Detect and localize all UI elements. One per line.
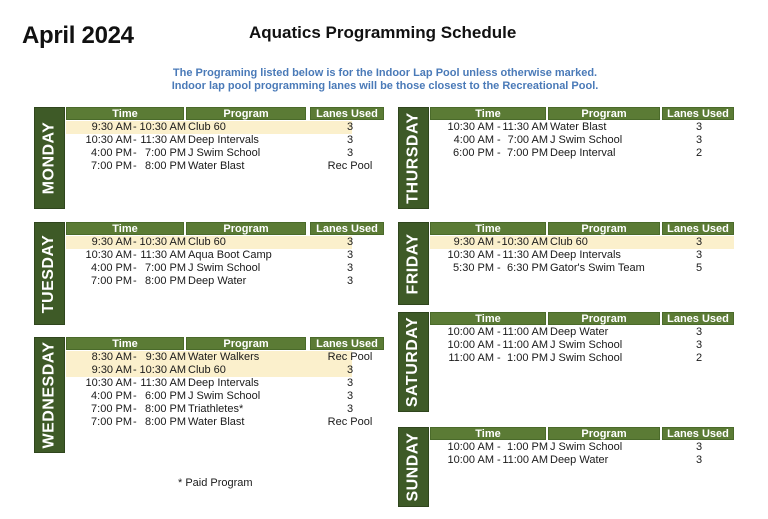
start-time: 8:30 AM <box>91 351 132 363</box>
end-time: 7:00 PM <box>507 147 548 159</box>
end-time: 9:30 AM <box>145 351 186 363</box>
schedule-row <box>66 134 352 147</box>
day-block-sunday <box>398 427 734 507</box>
program-name: J Swim School <box>188 390 261 402</box>
start-time: 10:00 AM <box>447 441 494 453</box>
program-name: J Swim School <box>188 147 261 159</box>
schedule-row <box>66 236 352 249</box>
lanes-used: 3 <box>695 121 703 133</box>
end-time: 8:00 PM <box>145 416 186 428</box>
time-separator: - <box>133 390 137 402</box>
start-time: 10:30 AM <box>447 249 494 261</box>
end-time: 10:30 AM <box>139 236 186 248</box>
end-time: 10:30 AM <box>139 364 186 376</box>
start-time: 4:00 PM <box>91 262 132 274</box>
end-time: 7:00 PM <box>145 147 186 159</box>
schedule-row <box>430 236 734 249</box>
day-block-saturday <box>398 312 734 412</box>
program-name: Deep Water <box>550 454 609 466</box>
column-header-time: Time <box>66 337 184 350</box>
lanes-used: 3 <box>346 236 354 248</box>
time-separator: - <box>133 275 137 287</box>
time-separator: - <box>133 351 137 363</box>
column-header-time: Time <box>430 312 546 325</box>
page-title: Aquatics Programming Schedule <box>249 23 517 42</box>
schedule-row <box>66 147 352 160</box>
start-time: 9:30 AM <box>91 121 132 133</box>
time-separator: - <box>133 147 137 159</box>
lanes-used: 3 <box>346 134 354 146</box>
schedule-row <box>430 441 734 454</box>
start-time: 7:00 PM <box>91 416 132 428</box>
time-separator: - <box>497 441 501 453</box>
column-header-time: Time <box>66 107 184 120</box>
time-separator: - <box>133 416 137 428</box>
start-time: 6:00 PM <box>453 147 494 159</box>
schedule-row <box>430 352 734 365</box>
month-heading: April 2024 <box>22 22 134 49</box>
start-time: 11:00 AM <box>448 352 494 364</box>
end-time: 8:00 PM <box>145 275 186 287</box>
day-label-monday: MONDAY <box>34 107 65 209</box>
lanes-used: 2 <box>695 147 703 159</box>
lanes-used: 3 <box>346 364 354 376</box>
program-name: Water Blast <box>188 416 245 428</box>
program-name: Water Blast <box>550 121 607 133</box>
day-label-tuesday: TUESDAY <box>34 222 65 325</box>
column-header-lanes: Lanes Used <box>310 107 384 120</box>
day-block-monday <box>34 107 378 209</box>
start-time: 9:30 AM <box>91 236 132 248</box>
schedule-row <box>66 351 373 364</box>
column-header-program: Program <box>548 427 660 440</box>
time-separator: - <box>133 134 137 146</box>
start-time: 9:30 AM <box>453 236 494 248</box>
schedule-row <box>66 364 352 377</box>
program-name: Aqua Boot Camp <box>188 249 272 261</box>
lanes-used: 3 <box>346 403 354 415</box>
start-time: 7:00 PM <box>91 403 132 415</box>
program-name: Club 60 <box>188 364 226 376</box>
time-separator: - <box>133 364 137 376</box>
start-time: 7:00 PM <box>91 160 132 172</box>
end-time: 10:30 AM <box>139 121 186 133</box>
time-separator: - <box>497 339 501 351</box>
column-header-program: Program <box>548 312 660 325</box>
lanes-used: 3 <box>346 147 354 159</box>
lanes-used: 3 <box>346 262 354 274</box>
schedule-row <box>66 160 373 173</box>
schedule-row <box>430 454 734 467</box>
end-time: 1:00 PM <box>507 441 548 453</box>
schedule-row <box>430 326 734 339</box>
column-header-program: Program <box>548 107 660 120</box>
end-time: 11:30 AM <box>502 121 548 133</box>
day-label-saturday: SATURDAY <box>398 312 429 412</box>
time-separator: - <box>497 147 501 159</box>
time-separator: - <box>133 262 137 274</box>
column-header-lanes: Lanes Used <box>662 107 734 120</box>
time-separator: - <box>497 352 501 364</box>
lanes-used: 3 <box>346 377 354 389</box>
time-separator: - <box>133 249 137 261</box>
schedule-row <box>430 339 734 352</box>
lanes-used: 3 <box>695 441 703 453</box>
lanes-used: 3 <box>695 134 703 146</box>
schedule-row <box>430 121 734 134</box>
end-time: 7:00 AM <box>507 134 548 146</box>
lanes-used: Rec Pool <box>327 416 373 428</box>
column-header-program: Program <box>186 337 306 350</box>
program-name: Triathletes* <box>188 403 244 415</box>
program-name: J Swim School <box>550 352 623 364</box>
time-separator: - <box>133 121 137 133</box>
end-time: 6:00 PM <box>145 390 186 402</box>
schedule-row <box>430 134 734 147</box>
day-label-thursday: THURSDAY <box>398 107 429 209</box>
program-name: Gator's Swim Team <box>550 262 645 274</box>
time-separator: - <box>497 134 501 146</box>
start-time: 7:00 PM <box>91 275 132 287</box>
start-time: 10:30 AM <box>85 377 132 389</box>
program-name: Water Walkers <box>188 351 260 363</box>
start-time: 5:30 PM <box>453 262 494 274</box>
start-time: 9:30 AM <box>91 364 132 376</box>
lanes-used: 5 <box>695 262 703 274</box>
column-header-time: Time <box>430 427 546 440</box>
schedule-row <box>66 262 352 275</box>
end-time: 11:30 AM <box>140 134 186 146</box>
end-time: 11:30 AM <box>140 377 186 389</box>
lanes-used: 3 <box>695 326 703 338</box>
program-name: Deep Intervals <box>188 134 259 146</box>
lanes-used: Rec Pool <box>327 160 373 172</box>
end-time: 8:00 PM <box>145 403 186 415</box>
column-header-program: Program <box>548 222 660 235</box>
start-time: 10:30 AM <box>447 121 494 133</box>
column-header-program: Program <box>186 222 306 235</box>
start-time: 10:00 AM <box>447 454 494 466</box>
day-label-friday: FRIDAY <box>398 222 429 305</box>
end-time: 11:30 AM <box>140 249 186 261</box>
start-time: 10:30 AM <box>85 134 132 146</box>
program-name: Club 60 <box>550 236 588 248</box>
program-name: Water Blast <box>188 160 245 172</box>
end-time: 6:30 PM <box>507 262 548 274</box>
end-time: 10:30 AM <box>501 236 548 248</box>
day-label-wednesday: WEDNESDAY <box>34 337 65 453</box>
schedule-row <box>430 147 734 160</box>
subtitle <box>150 67 620 93</box>
time-separator: - <box>133 377 137 389</box>
time-separator: - <box>497 326 501 338</box>
end-time: 7:00 PM <box>145 262 186 274</box>
column-header-time: Time <box>66 222 184 235</box>
schedule-row <box>66 121 352 134</box>
program-name: J Swim School <box>550 441 623 453</box>
start-time: 4:00 PM <box>91 390 132 402</box>
time-separator: - <box>497 454 501 466</box>
program-name: J Swim School <box>550 134 623 146</box>
day-block-tuesday <box>34 222 378 325</box>
lanes-used: 3 <box>695 454 703 466</box>
start-time: 10:00 AM <box>447 339 494 351</box>
column-header-lanes: Lanes Used <box>662 427 734 440</box>
column-header-time: Time <box>430 222 546 235</box>
lanes-used: 3 <box>346 275 354 287</box>
program-name: J Swim School <box>550 339 623 351</box>
subtitle-line-1: The Programing listed below is for the Indoor Lap Pool unless otherwise marked. <box>172 67 598 79</box>
program-name: J Swim School <box>188 262 261 274</box>
end-time: 11:00 AM <box>502 326 548 338</box>
schedule-row <box>430 262 734 275</box>
footnote: * Paid Program <box>178 477 253 489</box>
day-block-friday <box>398 222 734 305</box>
column-header-lanes: Lanes Used <box>662 222 734 235</box>
time-separator: - <box>133 160 137 172</box>
column-header-program: Program <box>186 107 306 120</box>
lanes-used: 3 <box>695 249 703 261</box>
lanes-used: 3 <box>695 339 703 351</box>
lanes-used: 3 <box>346 121 354 133</box>
day-block-wednesday <box>34 337 378 453</box>
time-separator: - <box>133 403 137 415</box>
end-time: 1:00 PM <box>507 352 548 364</box>
schedule-row <box>66 249 352 262</box>
lanes-used: Rec Pool <box>327 351 373 363</box>
program-name: Club 60 <box>188 236 226 248</box>
start-time: 10:30 AM <box>85 249 132 261</box>
lanes-used: 2 <box>695 352 703 364</box>
schedule-row <box>66 377 352 390</box>
day-label-sunday: SUNDAY <box>398 427 429 507</box>
end-time: 11:30 AM <box>502 249 548 261</box>
program-name: Club 60 <box>188 121 226 133</box>
time-separator: - <box>497 262 501 274</box>
end-time: 11:00 AM <box>502 454 548 466</box>
column-header-lanes: Lanes Used <box>310 337 384 350</box>
schedule-row <box>66 403 352 416</box>
time-separator: - <box>497 236 501 248</box>
schedule-row <box>430 249 734 262</box>
day-block-thursday <box>398 107 734 209</box>
program-name: Deep Intervals <box>188 377 259 389</box>
column-header-time: Time <box>430 107 546 120</box>
time-separator: - <box>497 121 501 133</box>
start-time: 10:00 AM <box>447 326 494 338</box>
column-header-lanes: Lanes Used <box>310 222 384 235</box>
end-time: 11:00 AM <box>502 339 548 351</box>
schedule-row <box>66 390 352 403</box>
lanes-used: 3 <box>346 249 354 261</box>
column-header-lanes: Lanes Used <box>662 312 734 325</box>
program-name: Deep Water <box>550 326 609 338</box>
subtitle-line-2: Indoor lap pool programming lanes will be those closest to the Recreational Pool. <box>171 80 599 92</box>
lanes-used: 3 <box>695 236 703 248</box>
program-name: Deep Interval <box>550 147 616 159</box>
program-name: Deep Intervals <box>550 249 621 261</box>
start-time: 4:00 PM <box>91 147 132 159</box>
program-name: Deep Water <box>188 275 247 287</box>
time-separator: - <box>497 249 501 261</box>
schedule-row <box>66 416 373 429</box>
start-time: 4:00 AM <box>453 134 494 146</box>
time-separator: - <box>133 236 137 248</box>
schedule-row <box>66 275 352 288</box>
end-time: 8:00 PM <box>145 160 186 172</box>
lanes-used: 3 <box>346 390 354 402</box>
